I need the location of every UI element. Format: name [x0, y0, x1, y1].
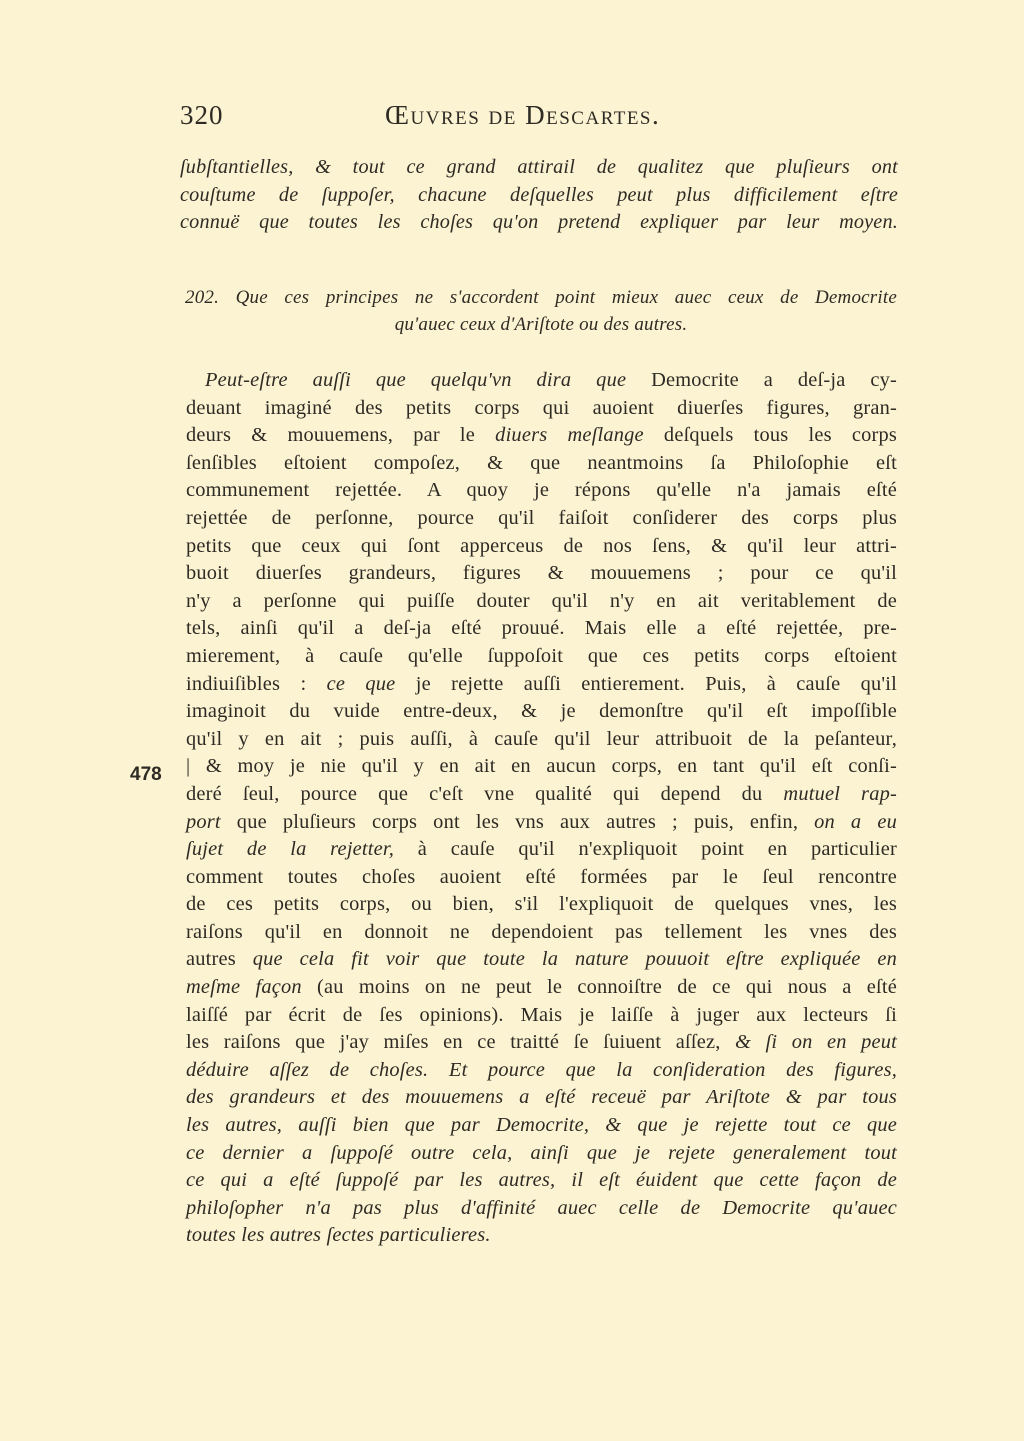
body-line: laiſſé par écrit de ſes opinions). Mais je laiſſe à juger aux lecteurs ſi [186, 1003, 897, 1026]
italic-phrase: des grandeurs et des mouuemens a eſté receuë par Ariſtote & par tous [186, 1086, 897, 1109]
body-line [186, 1195, 897, 1223]
body-line: n'y a perſonne qui puiſſe douter qu'il n'y en ait veritablement de [186, 589, 897, 612]
body-line [186, 781, 897, 809]
body-line: mierement, à cauſe qu'elle ſuppoſoit que ces petits corps eſtoient [186, 644, 897, 667]
roman-phrase: je rejette auſſi entierement. Puis, à cauſe qu'il [395, 672, 897, 695]
body-line: petits que ceux qui ſont apperceus de nos ſens, & qu'il leur attri- [186, 534, 897, 557]
italic-phrase: port [186, 810, 221, 833]
roman-phrase: autres [186, 948, 253, 971]
body-line [186, 367, 897, 395]
heading-line: 202. Que ces principes ne s'accordent point mieux auec ceux de Democrite [185, 287, 897, 308]
italic-phrase: diuers meſlange [495, 424, 644, 447]
italic-phrase: on a eu [814, 810, 897, 833]
body-line: | & moy je nie qu'il y en ait en aucun corps, en tant qu'il eſt conſi- [186, 755, 897, 778]
italic-phrase: toutes les autres ſectes particulieres. [186, 1224, 491, 1247]
italic-phrase: ſujet de la rejetter, [186, 838, 395, 861]
page-number: 320 [180, 100, 224, 130]
body-line: rejettée de perſonne, pource qu'il faiſoit conſiderer des corps plus [186, 506, 897, 529]
italic-phrase: déduire aſſez de choſes. Et pource que la conſideration des figures, [186, 1058, 897, 1081]
roman-phrase: que pluſieurs corps ont les vns aux autres ; puis, enfin, [220, 810, 815, 833]
body-line: communement rejettée. A quoy je répons qu'elle n'a jamais eſté [186, 479, 897, 502]
body-line [186, 836, 897, 864]
body-line: tels, ainſi qu'il a deſ-ja eſté prouué. Mais elle a eſté rejettée, pre- [186, 617, 897, 640]
running-title: Œuvres de Descartes. [385, 100, 661, 130]
italic-phrase: meſme façon [186, 976, 302, 999]
body-line [186, 1057, 897, 1085]
italic-phrase: ce qui a eſté ſuppoſé par les autres, il eſt éuident que cette façon de [186, 1169, 897, 1192]
heading-line: qu'auec ceux d'Ariſtote ou des autres. [394, 314, 688, 335]
body-line: deuant imaginé des petits corps qui auoient diuerſes figures, gran- [186, 396, 897, 419]
body-line [186, 422, 897, 450]
roman-phrase: deré ſeul, pource que c'eſt vne qualité qui depend du [186, 782, 784, 805]
roman-phrase: à cauſe qu'il n'expliquoit point en particulier [394, 838, 898, 861]
intro-line: connuë que toutes les choſes qu'on pretend expliquer par leur moyen. [180, 211, 898, 234]
roman-phrase: deurs & mouuemens, par le [186, 424, 496, 447]
page-header [180, 100, 900, 140]
italic-phrase: & ſi on en peut [734, 1031, 897, 1054]
body-line: raiſons qu'il en donnoit ne dependoient pas tellement les vnes des [186, 920, 897, 943]
roman-phrase: deſquels tous les corps [643, 424, 898, 447]
intro-line: couſtume de ſuppoſer, chacune deſquelles peut plus difficilement eſtre [180, 183, 898, 206]
body-line [186, 1167, 897, 1195]
italic-phrase: que cela fit voir que toute la nature pouuoit eſtre expliquée en [252, 948, 898, 971]
roman-phrase: les raiſons que j'ay miſes en ce traitté ſe ſuiuent aſſez, [186, 1031, 735, 1054]
body-line [186, 946, 897, 974]
section-heading [185, 284, 897, 338]
italic-phrase: ce dernier a ſuppoſé outre cela, ainſi que je rejete generalement tout [186, 1141, 897, 1164]
roman-phrase: (au moins on ne peut le connoiſtre de ce qui nous a eſté [301, 976, 897, 999]
italic-phrase: mutuel rap- [783, 782, 897, 805]
body-line [186, 1222, 897, 1250]
body-line [186, 671, 897, 699]
body-line [186, 1084, 897, 1112]
body-line [186, 1112, 897, 1140]
body-line [186, 809, 897, 837]
body-line: qu'il y en ait ; puis auſſi, à cauſe qu'il leur attribuoit de la peſanteur, [186, 727, 897, 750]
italic-phrase: Peut-eſtre auſſi que quelqu'vn dira que [205, 369, 627, 391]
margin-page-reference: 478 [130, 764, 162, 785]
body-line [186, 1029, 897, 1057]
body-line: ſenſibles eſtoient compoſez, & que neantmoins ſa Philoſophie eſt [186, 451, 897, 474]
italic-phrase: les autres, auſſi bien que par Democrite, & que je rejette tout ce que [186, 1114, 897, 1137]
body-line: comment toutes choſes auoient eſté formées par le ſeul rencontre [186, 865, 897, 888]
body-line: imaginoit du vuide entre-deux, & je demonſtre qu'il eſt impoſſible [186, 700, 897, 723]
italic-phrase: philoſopher n'a pas plus d'affinité auec celle de Democrite qu'auec [186, 1196, 897, 1219]
intro-paragraph [180, 154, 898, 237]
italic-phrase: ce que [326, 672, 396, 695]
body-paragraph [186, 367, 897, 1250]
intro-line: ſubſtantielles, & tout ce grand attirail de qualitez que pluſieurs ont [180, 156, 898, 178]
body-line: buoit diuerſes grandeurs, figures & mouuemens ; pour ce qu'il [186, 562, 897, 585]
body-line [186, 1140, 897, 1168]
roman-phrase: indiuiſibles : [186, 672, 327, 695]
roman-phrase: Democrite a deſ-ja cy- [626, 369, 898, 391]
body-line [186, 974, 897, 1002]
body-line: de ces petits corps, ou bien, s'il l'expliquoit de quelques vnes, les [186, 893, 897, 916]
